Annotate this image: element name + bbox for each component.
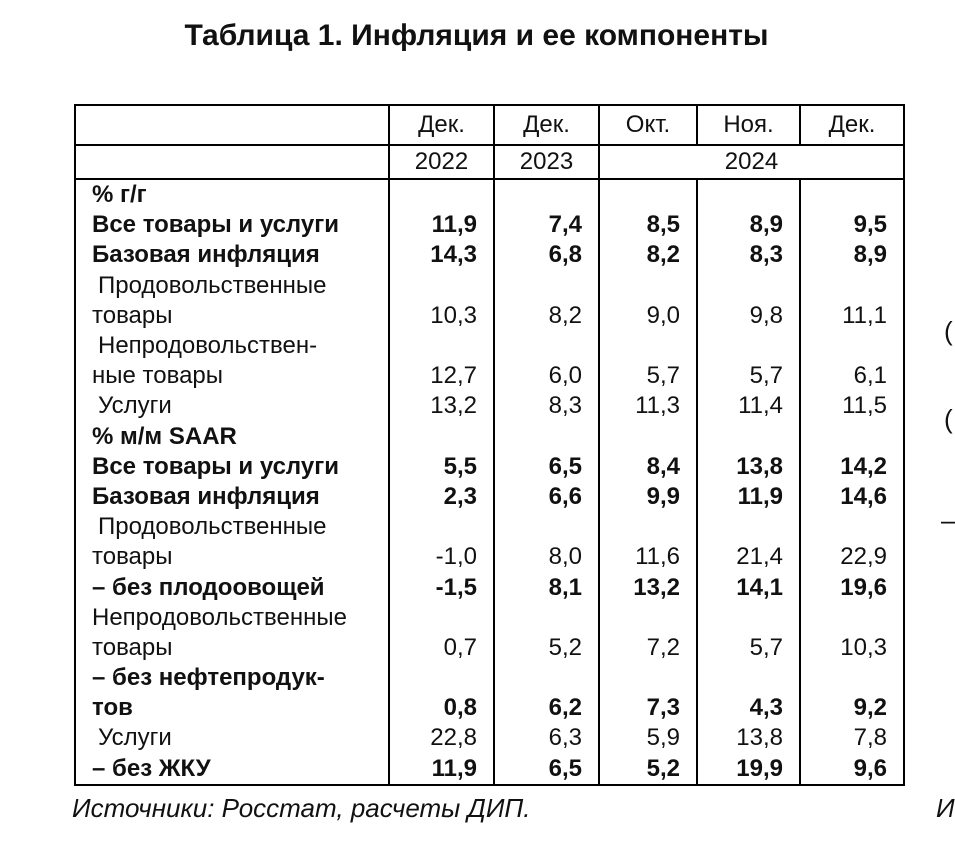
cell-value (389, 422, 494, 452)
cell-value: 5,9 (599, 723, 697, 753)
table-title: Таблица 1. Инфляция и ее компоненты (184, 19, 769, 52)
header-year: 2024 (599, 145, 904, 179)
header-month: Окт. (599, 105, 697, 145)
table-row (75, 210, 904, 240)
cell-value: 13,2 (599, 572, 697, 602)
cell-value (599, 331, 697, 361)
cell-value (800, 331, 904, 361)
table-row (75, 271, 904, 301)
cell-value: 9,9 (599, 482, 697, 512)
cell-value: 22,9 (800, 542, 904, 572)
cell-value: 8,0 (494, 542, 599, 572)
header-year: 2022 (389, 145, 494, 179)
row-label: Продовольственные (75, 271, 389, 301)
table-row (75, 542, 904, 572)
cell-value: 11,9 (389, 754, 494, 785)
header-month: Дек. (494, 105, 599, 145)
table-row (75, 452, 904, 482)
table-row (75, 693, 904, 723)
cell-value: 8,2 (599, 240, 697, 270)
cell-value: 13,8 (697, 723, 800, 753)
cell-value (389, 331, 494, 361)
cell-value: 8,3 (494, 391, 599, 421)
cell-value: 6,5 (494, 754, 599, 785)
cell-value: 5,5 (389, 452, 494, 482)
cell-value: 7,8 (800, 723, 904, 753)
cropped-glyph: ( (944, 404, 953, 434)
cell-value (800, 179, 904, 210)
cell-value: 8,3 (697, 240, 800, 270)
cell-value (599, 663, 697, 693)
cell-value: 2,3 (389, 482, 494, 512)
cell-value: 6,5 (494, 452, 599, 482)
inflation-table (74, 104, 905, 786)
cell-value (800, 422, 904, 452)
cell-value: 11,4 (697, 391, 800, 421)
cell-value (697, 422, 800, 452)
header-row-years (75, 145, 904, 179)
cell-value: 5,2 (599, 754, 697, 785)
row-label: товары (75, 542, 389, 572)
cell-value: 9,5 (800, 210, 904, 240)
cell-value (494, 271, 599, 301)
cell-value: -1,0 (389, 542, 494, 572)
cropped-glyph: – (941, 505, 955, 535)
cell-value (389, 512, 494, 542)
cell-value: 6,2 (494, 693, 599, 723)
table-row (75, 179, 904, 210)
cell-value: 11,1 (800, 301, 904, 331)
cropped-glyph: И (936, 793, 955, 823)
cell-value: 6,1 (800, 361, 904, 391)
cell-value: 7,2 (599, 633, 697, 663)
cell-value: 21,4 (697, 542, 800, 572)
cell-value: 7,3 (599, 693, 697, 723)
cell-value: 7,4 (494, 210, 599, 240)
cell-value (599, 271, 697, 301)
cell-value (599, 512, 697, 542)
cell-value (599, 422, 697, 452)
cell-value: 11,3 (599, 391, 697, 421)
table-row (75, 331, 904, 361)
cell-value: 6,3 (494, 723, 599, 753)
cell-value (389, 603, 494, 633)
cell-value (494, 422, 599, 452)
cell-value: 11,6 (599, 542, 697, 572)
cell-value (389, 663, 494, 693)
header-row-months (75, 105, 904, 145)
cell-value (599, 179, 697, 210)
table-row (75, 422, 904, 452)
cell-value: 8,5 (599, 210, 697, 240)
cell-value: 19,9 (697, 754, 800, 785)
cell-value: 0,8 (389, 693, 494, 723)
table-row (75, 361, 904, 391)
table-row (75, 240, 904, 270)
cell-value: 6,8 (494, 240, 599, 270)
row-label: – без ЖКУ (75, 754, 389, 785)
cell-value: 10,3 (800, 633, 904, 663)
table-row (75, 603, 904, 633)
cell-value: 9,0 (599, 301, 697, 331)
cell-value: 22,8 (389, 723, 494, 753)
cell-value: 14,3 (389, 240, 494, 270)
cell-value: 5,2 (494, 633, 599, 663)
header-month: Дек. (800, 105, 904, 145)
cell-value: 14,6 (800, 482, 904, 512)
header-month: Ноя. (697, 105, 800, 145)
cell-value (697, 663, 800, 693)
cell-value (800, 663, 904, 693)
table-row (75, 754, 904, 785)
table-row (75, 572, 904, 602)
row-label: Услуги (75, 391, 389, 421)
row-label: Базовая инфляция (75, 482, 389, 512)
source-note: Источники: Росстат, расчеты ДИП. (72, 793, 531, 823)
row-label: товары (75, 301, 389, 331)
cell-value (800, 512, 904, 542)
cell-value: 6,6 (494, 482, 599, 512)
row-label: тов (75, 693, 389, 723)
row-label: Непродовольствен- (75, 331, 389, 361)
cell-value: -1,5 (389, 572, 494, 602)
cell-value (494, 179, 599, 210)
cell-value: 4,3 (697, 693, 800, 723)
table-row (75, 723, 904, 753)
cell-value (697, 331, 800, 361)
cell-value (800, 603, 904, 633)
cell-value: 8,9 (697, 210, 800, 240)
header-corner (75, 145, 389, 179)
table-row (75, 301, 904, 331)
table-row (75, 633, 904, 663)
cell-value: 13,2 (389, 391, 494, 421)
row-label: Все товары и услуги (75, 452, 389, 482)
cell-value: 10,3 (389, 301, 494, 331)
row-label: Все товары и услуги (75, 210, 389, 240)
cell-value: 9,2 (800, 693, 904, 723)
cell-value: 14,1 (697, 572, 800, 602)
cell-value (599, 603, 697, 633)
table-row (75, 663, 904, 693)
cell-value: 8,2 (494, 301, 599, 331)
cell-value (389, 179, 494, 210)
row-label: – без нефтепродук- (75, 663, 389, 693)
cell-value (697, 512, 800, 542)
cell-value (494, 331, 599, 361)
cell-value: 14,2 (800, 452, 904, 482)
cell-value (494, 663, 599, 693)
cell-value: 9,6 (800, 754, 904, 785)
row-label: ные товары (75, 361, 389, 391)
row-label: Услуги (75, 723, 389, 753)
cell-value: 0,7 (389, 633, 494, 663)
cell-value (697, 271, 800, 301)
table-row (75, 482, 904, 512)
row-label: товары (75, 633, 389, 663)
cell-value: 5,7 (697, 361, 800, 391)
row-label: % м/м SAAR (75, 422, 389, 452)
cell-value: 19,6 (800, 572, 904, 602)
header-year: 2023 (494, 145, 599, 179)
cropped-glyph: ( (944, 316, 953, 346)
cell-value: 5,7 (599, 361, 697, 391)
header-month: Дек. (389, 105, 494, 145)
cell-value (494, 512, 599, 542)
cell-value: 11,5 (800, 391, 904, 421)
cell-value: 11,9 (389, 210, 494, 240)
cell-value: 8,4 (599, 452, 697, 482)
row-label: – без плодоовощей (75, 572, 389, 602)
cell-value (389, 271, 494, 301)
cell-value: 13,8 (697, 452, 800, 482)
cell-value: 8,9 (800, 240, 904, 270)
cell-value (494, 603, 599, 633)
cell-value: 6,0 (494, 361, 599, 391)
header-corner (75, 105, 389, 145)
cell-value: 11,9 (697, 482, 800, 512)
cell-value: 8,1 (494, 572, 599, 602)
cell-value: 5,7 (697, 633, 800, 663)
table-row (75, 391, 904, 421)
row-label: Непродовольственные (75, 603, 389, 633)
cell-value (800, 271, 904, 301)
row-label: % г/г (75, 179, 389, 210)
cell-value (697, 179, 800, 210)
cell-value (697, 603, 800, 633)
row-label: Продовольственные (75, 512, 389, 542)
row-label: Базовая инфляция (75, 240, 389, 270)
cell-value: 12,7 (389, 361, 494, 391)
table-row (75, 512, 904, 542)
cell-value: 9,8 (697, 301, 800, 331)
